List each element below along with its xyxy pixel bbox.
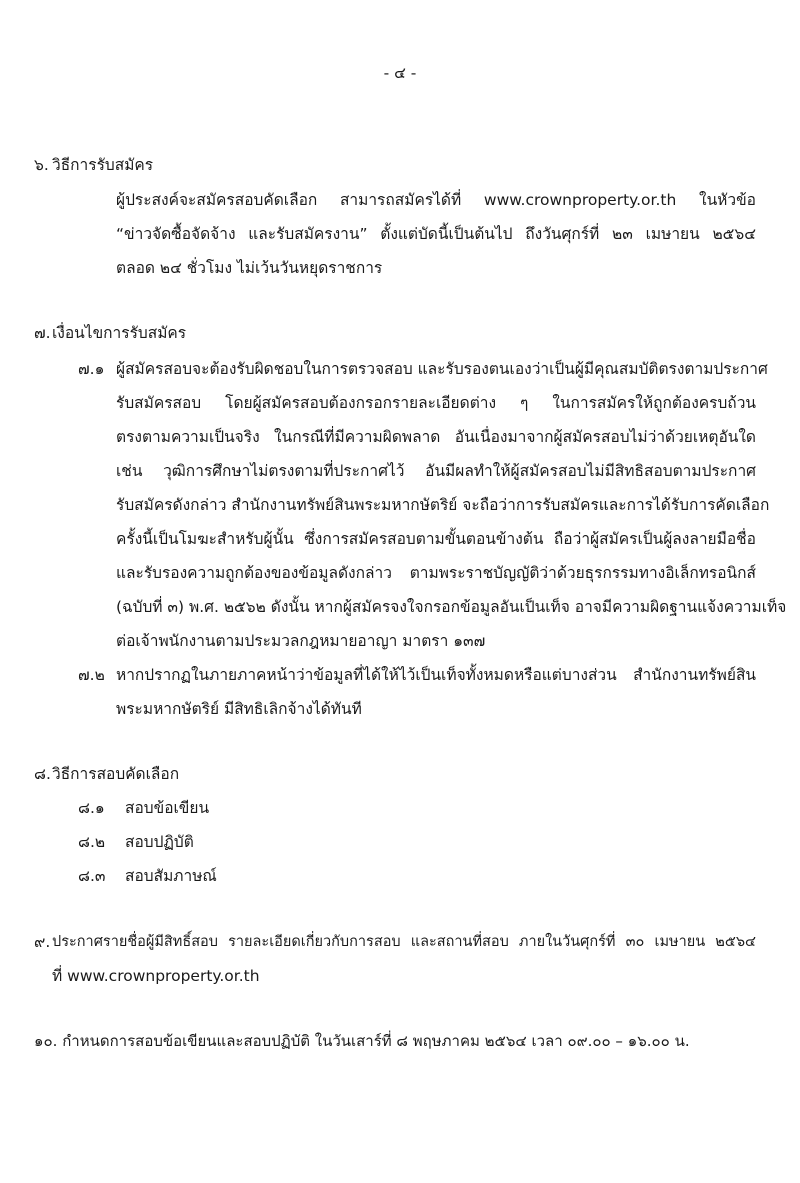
section-9-line: ประกาศรายชื่อผู้มีสิทธิ์สอบ รายละเอียดเกี่ยวกับการสอบ และสถานที่สอบ ภายในวันศุกร์ที่ ๓๐ เมษายน ๒๕๖๔ [52, 934, 756, 950]
section-8-item-number: ๘.๒ [78, 833, 106, 851]
section-6-title: วิธีการรับสมัคร [52, 156, 154, 174]
section-6-line: ผู้ประสงค์จะสมัครสอบคัดเลือก สามารถสมัครได้ที่ www.crownproperty.or.th ในหัวข้อ [116, 191, 756, 209]
section-8-item-text: สอบปฏิบัติ [125, 833, 194, 851]
section-6-line: “ข่าวจัดซื้อจัดจ้าง และรับสมัครงาน” ตั้งแต่บัดนี้เป็นต้นไป ถึงวันศุกร์ที่ ๒๓ เมษายน ๒๕๖๔ [116, 225, 756, 243]
section-7-title: เงื่อนไขการรับสมัคร [52, 324, 187, 342]
section-7-1-line: รับสมัครดังกล่าว สำนักงานทรัพย์สินพระมหากษัตริย์ จะถือว่าการรับสมัครและการได้รับการคัดเลือก [116, 496, 770, 514]
section-8-item-number: ๘.๑ [78, 799, 105, 817]
section-8-number: ๘. [34, 765, 51, 783]
section-7-2-line: พระมหากษัตริย์ มีสิทธิเลิกจ้างได้ทันที [116, 700, 362, 718]
section-7-1-line: (ฉบับที่ ๓) พ.ศ. ๒๕๖๒ ดังนั้น หากผู้สมัครจงใจกรอกข้อมูลอันเป็นเท็จ อาจมีความผิดฐานแจ้งความเท็จ [116, 598, 787, 616]
section-7-1-number: ๗.๑ [78, 360, 105, 378]
section-7-number: ๗. [34, 324, 51, 342]
section-7-2-number: ๗.๒ [78, 666, 105, 684]
section-9-line: ที่ www.crownproperty.or.th [52, 967, 260, 985]
section-7-2-line: หากปรากฏในภายภาคหน้าว่าข้อมูลที่ได้ให้ไว้เป็นเท็จทั้งหมดหรือแต่บางส่วน สำนักงานทรัพย์สิน [116, 666, 756, 684]
section-8-title: วิธีการสอบคัดเลือก [52, 765, 180, 783]
section-7-1-line: และรับรองความถูกต้องของข้อมูลดังกล่าว ตามพระราชบัญญัติว่าด้วยธุรกรรมทางอิเล็กทรอนิกส์ [116, 564, 756, 582]
section-7-1-line: ต่อเจ้าพนักงานตามประมวลกฎหมายอาญา มาตรา ๑๓๗ [116, 632, 486, 650]
section-9-number: ๙. [34, 933, 51, 951]
section-6-line: ตลอด ๒๔ ชั่วโมง ไม่เว้นวันหยุดราชการ [116, 259, 383, 277]
section-7-1-line: ผู้สมัครสอบจะต้องรับผิดชอบในการตรวจสอบ และรับรองตนเองว่าเป็นผู้มีคุณสมบัติตรงตามประกาศ [116, 360, 768, 378]
section-7-1-line: ครั้งนี้เป็นโมฆะสำหรับผู้นั้น ซึ่งการสมัครสอบตามขั้นตอนข้างต้น ถือว่าผู้สมัครเป็นผู้ลงลายมือชื่อ [116, 530, 756, 548]
page-number: - ๔ - [383, 64, 417, 82]
section-10-line: ๑๐. กำหนดการสอบข้อเขียนและสอบปฏิบัติ ในวันเสาร์ที่ ๘ พฤษภาคม ๒๕๖๔ เวลา ๐๙.๐๐ – ๑๖.๐๐ น. [34, 1032, 690, 1050]
section-8-item-text: สอบสัมภาษณ์ [125, 867, 217, 885]
section-8-item-number: ๘.๓ [78, 867, 106, 885]
section-7-1-line: เช่น วุฒิการศึกษาไม่ตรงตามที่ประกาศไว้ อันมีผลทำให้ผู้สมัครสอบไม่มีสิทธิสอบตามประกาศ [116, 462, 756, 480]
section-7-1-line: รับสมัครสอบ โดยผู้สมัครสอบต้องกรอกรายละเอียดต่าง ๆ ในการสมัครให้ถูกต้องครบถ้วน [116, 394, 756, 412]
section-8-item-text: สอบข้อเขียน [125, 799, 210, 817]
section-7-1-line: ตรงตามความเป็นจริง ในกรณีที่มีความผิดพลาด อันเนื่องมาจากผู้สมัครสอบไม่ว่าด้วยเหตุอันใด [116, 428, 756, 446]
section-6-number: ๖. [34, 156, 49, 174]
